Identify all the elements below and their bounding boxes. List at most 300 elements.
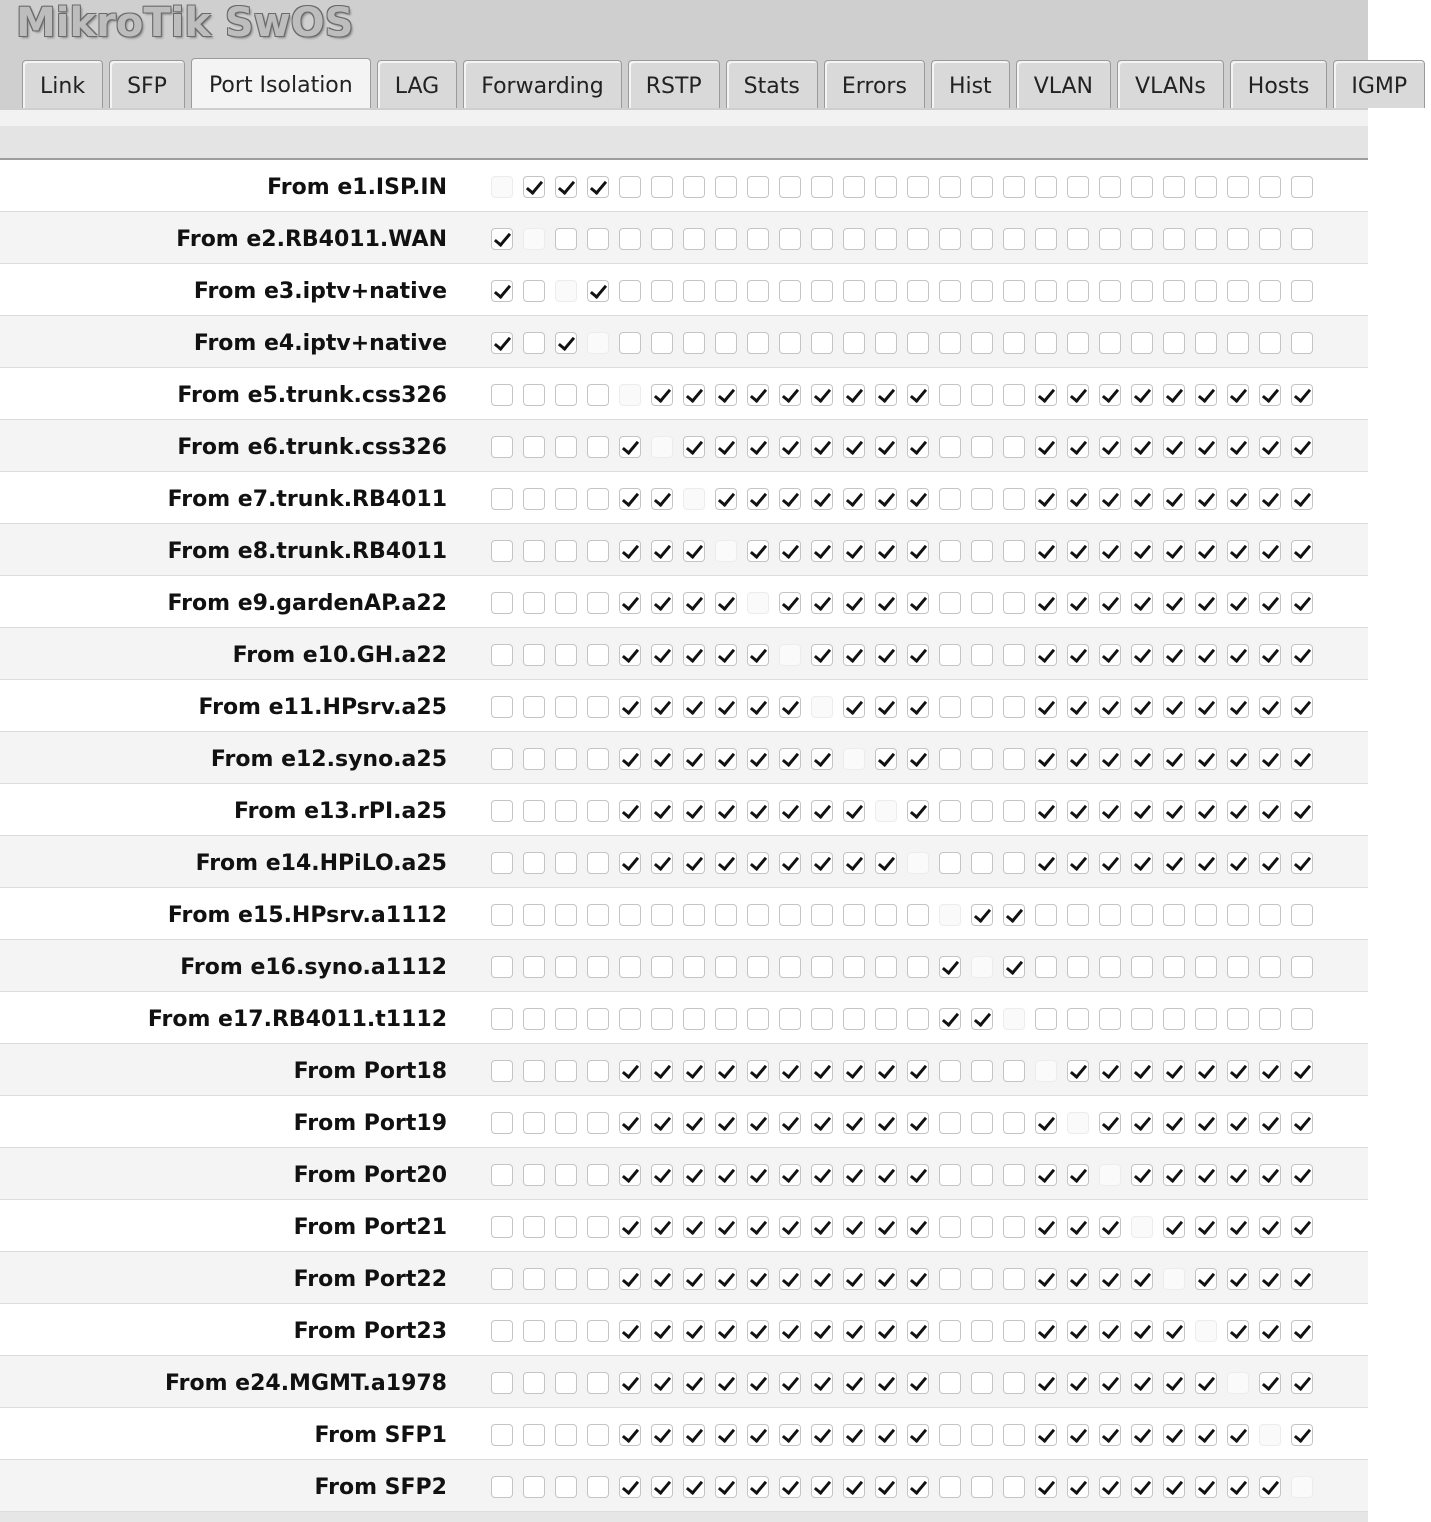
port-25-checkbox[interactable] [1259,228,1281,250]
port-23-checkbox[interactable] [1195,956,1217,978]
port-21-checkbox[interactable] [1131,384,1153,406]
port-21-checkbox[interactable] [1131,696,1153,718]
port-17-checkbox[interactable] [1003,436,1025,458]
port-18-checkbox[interactable] [1035,1268,1057,1290]
port-16-checkbox[interactable] [971,800,993,822]
port-13-checkbox[interactable] [875,1008,897,1030]
port-17-checkbox[interactable] [1003,332,1025,354]
port-1-checkbox[interactable] [491,800,513,822]
port-17-checkbox[interactable] [1003,384,1025,406]
port-14-checkbox[interactable] [907,1320,929,1342]
port-7-checkbox[interactable] [683,540,705,562]
port-2-checkbox[interactable] [523,852,545,874]
port-20-checkbox[interactable] [1099,1320,1121,1342]
port-23-checkbox[interactable] [1195,280,1217,302]
port-7-checkbox[interactable] [683,1372,705,1394]
port-25-checkbox[interactable] [1259,1164,1281,1186]
port-5-checkbox[interactable] [619,488,641,510]
port-14-checkbox[interactable] [907,1164,929,1186]
port-17-checkbox[interactable] [1003,800,1025,822]
port-19-checkbox[interactable] [1067,956,1089,978]
port-12-checkbox[interactable] [843,1112,865,1134]
port-20-checkbox[interactable] [1099,1008,1121,1030]
port-1-checkbox[interactable] [491,540,513,562]
port-2-checkbox[interactable] [523,904,545,926]
port-26-checkbox[interactable] [1291,904,1313,926]
port-8-checkbox[interactable] [715,384,737,406]
port-23-checkbox[interactable] [1195,228,1217,250]
port-24-checkbox[interactable] [1227,280,1249,302]
port-3-checkbox[interactable] [555,748,577,770]
port-25-checkbox[interactable] [1259,488,1281,510]
port-6-checkbox[interactable] [651,1424,673,1446]
port-20-checkbox[interactable] [1099,904,1121,926]
port-13-checkbox[interactable] [875,852,897,874]
port-23-checkbox[interactable] [1195,852,1217,874]
port-6-checkbox[interactable] [651,1268,673,1290]
port-3-checkbox[interactable] [555,1164,577,1186]
port-17-checkbox[interactable] [1003,696,1025,718]
port-4-checkbox[interactable] [587,1060,609,1082]
port-24-checkbox[interactable] [1227,1060,1249,1082]
port-23-checkbox[interactable] [1195,1372,1217,1394]
port-13-checkbox[interactable] [875,956,897,978]
port-15-checkbox[interactable] [939,1112,961,1134]
port-18-checkbox[interactable] [1035,1424,1057,1446]
port-26-checkbox[interactable] [1291,644,1313,666]
port-26-checkbox[interactable] [1291,228,1313,250]
port-25-checkbox[interactable] [1259,956,1281,978]
port-6-checkbox[interactable] [651,800,673,822]
port-6-checkbox[interactable] [651,332,673,354]
port-15-checkbox[interactable] [939,1320,961,1342]
port-9-checkbox[interactable] [747,1112,769,1134]
port-10-checkbox[interactable] [779,1164,801,1186]
port-24-checkbox[interactable] [1227,436,1249,458]
port-2-checkbox[interactable] [523,1424,545,1446]
port-10-checkbox[interactable] [779,1424,801,1446]
port-3-checkbox[interactable] [555,1424,577,1446]
port-23-checkbox[interactable] [1195,1060,1217,1082]
port-7-checkbox[interactable] [683,436,705,458]
port-19-checkbox[interactable] [1067,228,1089,250]
port-1-checkbox[interactable] [491,488,513,510]
port-24-checkbox[interactable] [1227,904,1249,926]
port-9-checkbox[interactable] [747,1372,769,1394]
port-16-checkbox[interactable] [971,436,993,458]
port-13-checkbox[interactable] [875,1112,897,1134]
port-7-checkbox[interactable] [683,592,705,614]
port-18-checkbox[interactable] [1035,592,1057,614]
port-7-checkbox[interactable] [683,228,705,250]
port-18-checkbox[interactable] [1035,748,1057,770]
port-4-checkbox[interactable] [587,540,609,562]
port-22-checkbox[interactable] [1163,1424,1185,1446]
port-13-checkbox[interactable] [875,488,897,510]
port-10-checkbox[interactable] [779,1216,801,1238]
port-19-checkbox[interactable] [1067,488,1089,510]
port-22-checkbox[interactable] [1163,228,1185,250]
port-10-checkbox[interactable] [779,696,801,718]
port-13-checkbox[interactable] [875,384,897,406]
port-12-checkbox[interactable] [843,1320,865,1342]
port-14-checkbox[interactable] [907,384,929,406]
port-8-checkbox[interactable] [715,1060,737,1082]
port-20-checkbox[interactable] [1099,1112,1121,1134]
port-11-checkbox[interactable] [811,332,833,354]
port-22-checkbox[interactable] [1163,488,1185,510]
port-21-checkbox[interactable] [1131,1268,1153,1290]
port-24-checkbox[interactable] [1227,592,1249,614]
port-13-checkbox[interactable] [875,904,897,926]
port-1-checkbox[interactable] [491,1476,513,1498]
port-9-checkbox[interactable] [747,280,769,302]
port-8-checkbox[interactable] [715,748,737,770]
port-4-checkbox[interactable] [587,1268,609,1290]
port-22-checkbox[interactable] [1163,176,1185,198]
port-17-checkbox[interactable] [1003,1424,1025,1446]
port-15-checkbox[interactable] [939,800,961,822]
port-24-checkbox[interactable] [1227,800,1249,822]
port-5-checkbox[interactable] [619,228,641,250]
port-15-checkbox[interactable] [939,956,961,978]
port-17-checkbox[interactable] [1003,956,1025,978]
port-14-checkbox[interactable] [907,436,929,458]
port-19-checkbox[interactable] [1067,176,1089,198]
port-20-checkbox[interactable] [1099,592,1121,614]
port-4-checkbox[interactable] [587,1372,609,1394]
port-18-checkbox[interactable] [1035,1164,1057,1186]
port-6-checkbox[interactable] [651,540,673,562]
port-11-checkbox[interactable] [811,904,833,926]
port-23-checkbox[interactable] [1195,644,1217,666]
port-8-checkbox[interactable] [715,696,737,718]
port-6-checkbox[interactable] [651,228,673,250]
port-4-checkbox[interactable] [587,436,609,458]
tab-link[interactable]: Link [22,60,103,108]
port-10-checkbox[interactable] [779,592,801,614]
port-21-checkbox[interactable] [1131,904,1153,926]
port-15-checkbox[interactable] [939,1008,961,1030]
port-9-checkbox[interactable] [747,696,769,718]
port-14-checkbox[interactable] [907,540,929,562]
port-20-checkbox[interactable] [1099,956,1121,978]
port-16-checkbox[interactable] [971,1320,993,1342]
port-24-checkbox[interactable] [1227,488,1249,510]
port-23-checkbox[interactable] [1195,488,1217,510]
port-7-checkbox[interactable] [683,748,705,770]
port-9-checkbox[interactable] [747,1164,769,1186]
port-5-checkbox[interactable] [619,436,641,458]
port-16-checkbox[interactable] [971,1216,993,1238]
port-16-checkbox[interactable] [971,592,993,614]
port-13-checkbox[interactable] [875,1216,897,1238]
port-11-checkbox[interactable] [811,540,833,562]
port-26-checkbox[interactable] [1291,748,1313,770]
port-3-checkbox[interactable] [555,1268,577,1290]
port-22-checkbox[interactable] [1163,332,1185,354]
port-22-checkbox[interactable] [1163,436,1185,458]
port-10-checkbox[interactable] [779,1008,801,1030]
port-3-checkbox[interactable] [555,800,577,822]
port-17-checkbox[interactable] [1003,1060,1025,1082]
port-22-checkbox[interactable] [1163,1112,1185,1134]
port-10-checkbox[interactable] [779,1060,801,1082]
port-12-checkbox[interactable] [843,176,865,198]
port-11-checkbox[interactable] [811,1112,833,1134]
port-4-checkbox[interactable] [587,488,609,510]
port-2-checkbox[interactable] [523,384,545,406]
port-1-checkbox[interactable] [491,1112,513,1134]
port-20-checkbox[interactable] [1099,696,1121,718]
port-24-checkbox[interactable] [1227,748,1249,770]
port-13-checkbox[interactable] [875,1268,897,1290]
port-22-checkbox[interactable] [1163,592,1185,614]
port-13-checkbox[interactable] [875,540,897,562]
port-24-checkbox[interactable] [1227,540,1249,562]
port-12-checkbox[interactable] [843,696,865,718]
port-13-checkbox[interactable] [875,1476,897,1498]
port-1-checkbox[interactable] [491,1372,513,1394]
port-18-checkbox[interactable] [1035,904,1057,926]
port-2-checkbox[interactable] [523,176,545,198]
port-2-checkbox[interactable] [523,644,545,666]
port-12-checkbox[interactable] [843,1008,865,1030]
port-24-checkbox[interactable] [1227,1476,1249,1498]
port-11-checkbox[interactable] [811,852,833,874]
port-11-checkbox[interactable] [811,280,833,302]
port-18-checkbox[interactable] [1035,1216,1057,1238]
port-5-checkbox[interactable] [619,1424,641,1446]
port-4-checkbox[interactable] [587,904,609,926]
port-17-checkbox[interactable] [1003,1320,1025,1342]
port-25-checkbox[interactable] [1259,592,1281,614]
port-9-checkbox[interactable] [747,1476,769,1498]
port-12-checkbox[interactable] [843,1268,865,1290]
port-1-checkbox[interactable] [491,332,513,354]
port-6-checkbox[interactable] [651,384,673,406]
port-17-checkbox[interactable] [1003,1216,1025,1238]
port-22-checkbox[interactable] [1163,1216,1185,1238]
port-4-checkbox[interactable] [587,1008,609,1030]
port-7-checkbox[interactable] [683,1320,705,1342]
port-23-checkbox[interactable] [1195,748,1217,770]
port-3-checkbox[interactable] [555,1216,577,1238]
port-22-checkbox[interactable] [1163,852,1185,874]
port-3-checkbox[interactable] [555,1476,577,1498]
port-12-checkbox[interactable] [843,1372,865,1394]
port-18-checkbox[interactable] [1035,176,1057,198]
port-21-checkbox[interactable] [1131,1320,1153,1342]
port-16-checkbox[interactable] [971,384,993,406]
port-17-checkbox[interactable] [1003,904,1025,926]
port-17-checkbox[interactable] [1003,228,1025,250]
port-3-checkbox[interactable] [555,176,577,198]
port-17-checkbox[interactable] [1003,1268,1025,1290]
port-25-checkbox[interactable] [1259,644,1281,666]
port-23-checkbox[interactable] [1195,1216,1217,1238]
port-5-checkbox[interactable] [619,1476,641,1498]
port-11-checkbox[interactable] [811,1424,833,1446]
port-15-checkbox[interactable] [939,1424,961,1446]
port-19-checkbox[interactable] [1067,592,1089,614]
port-9-checkbox[interactable] [747,800,769,822]
port-24-checkbox[interactable] [1227,228,1249,250]
port-15-checkbox[interactable] [939,1268,961,1290]
port-5-checkbox[interactable] [619,1320,641,1342]
tab-forwarding[interactable]: Forwarding [463,60,622,108]
port-22-checkbox[interactable] [1163,1320,1185,1342]
port-16-checkbox[interactable] [971,280,993,302]
port-5-checkbox[interactable] [619,592,641,614]
port-7-checkbox[interactable] [683,1476,705,1498]
port-24-checkbox[interactable] [1227,1112,1249,1134]
port-15-checkbox[interactable] [939,228,961,250]
port-23-checkbox[interactable] [1195,384,1217,406]
port-3-checkbox[interactable] [555,384,577,406]
port-25-checkbox[interactable] [1259,852,1281,874]
port-11-checkbox[interactable] [811,644,833,666]
port-20-checkbox[interactable] [1099,644,1121,666]
port-1-checkbox[interactable] [491,1060,513,1082]
port-2-checkbox[interactable] [523,696,545,718]
port-19-checkbox[interactable] [1067,1216,1089,1238]
port-15-checkbox[interactable] [939,436,961,458]
port-5-checkbox[interactable] [619,176,641,198]
port-23-checkbox[interactable] [1195,904,1217,926]
port-8-checkbox[interactable] [715,280,737,302]
port-17-checkbox[interactable] [1003,1372,1025,1394]
port-19-checkbox[interactable] [1067,332,1089,354]
port-4-checkbox[interactable] [587,1216,609,1238]
port-8-checkbox[interactable] [715,1164,737,1186]
tab-igmp[interactable]: IGMP [1333,60,1425,108]
port-18-checkbox[interactable] [1035,1008,1057,1030]
port-12-checkbox[interactable] [843,904,865,926]
port-11-checkbox[interactable] [811,800,833,822]
port-2-checkbox[interactable] [523,800,545,822]
port-26-checkbox[interactable] [1291,1372,1313,1394]
port-19-checkbox[interactable] [1067,436,1089,458]
port-19-checkbox[interactable] [1067,852,1089,874]
port-14-checkbox[interactable] [907,280,929,302]
port-8-checkbox[interactable] [715,904,737,926]
port-1-checkbox[interactable] [491,748,513,770]
port-22-checkbox[interactable] [1163,956,1185,978]
port-3-checkbox[interactable] [555,592,577,614]
port-12-checkbox[interactable] [843,332,865,354]
port-10-checkbox[interactable] [779,488,801,510]
port-22-checkbox[interactable] [1163,1164,1185,1186]
port-24-checkbox[interactable] [1227,1164,1249,1186]
port-23-checkbox[interactable] [1195,592,1217,614]
port-12-checkbox[interactable] [843,228,865,250]
port-26-checkbox[interactable] [1291,280,1313,302]
port-11-checkbox[interactable] [811,1216,833,1238]
port-9-checkbox[interactable] [747,436,769,458]
port-22-checkbox[interactable] [1163,1060,1185,1082]
port-13-checkbox[interactable] [875,592,897,614]
port-25-checkbox[interactable] [1259,384,1281,406]
port-18-checkbox[interactable] [1035,852,1057,874]
port-2-checkbox[interactable] [523,748,545,770]
port-7-checkbox[interactable] [683,1268,705,1290]
port-3-checkbox[interactable] [555,1320,577,1342]
port-5-checkbox[interactable] [619,956,641,978]
port-26-checkbox[interactable] [1291,696,1313,718]
port-19-checkbox[interactable] [1067,280,1089,302]
port-6-checkbox[interactable] [651,1476,673,1498]
port-10-checkbox[interactable] [779,1112,801,1134]
port-9-checkbox[interactable] [747,1008,769,1030]
port-26-checkbox[interactable] [1291,1112,1313,1134]
port-19-checkbox[interactable] [1067,1476,1089,1498]
port-2-checkbox[interactable] [523,1372,545,1394]
port-16-checkbox[interactable] [971,644,993,666]
port-15-checkbox[interactable] [939,644,961,666]
port-18-checkbox[interactable] [1035,384,1057,406]
port-14-checkbox[interactable] [907,696,929,718]
port-19-checkbox[interactable] [1067,644,1089,666]
port-16-checkbox[interactable] [971,1060,993,1082]
port-13-checkbox[interactable] [875,644,897,666]
port-12-checkbox[interactable] [843,1424,865,1446]
port-11-checkbox[interactable] [811,436,833,458]
port-23-checkbox[interactable] [1195,1476,1217,1498]
port-9-checkbox[interactable] [747,1216,769,1238]
port-20-checkbox[interactable] [1099,748,1121,770]
port-25-checkbox[interactable] [1259,1216,1281,1238]
port-20-checkbox[interactable] [1099,332,1121,354]
port-4-checkbox[interactable] [587,852,609,874]
port-7-checkbox[interactable] [683,1424,705,1446]
port-7-checkbox[interactable] [683,1008,705,1030]
port-15-checkbox[interactable] [939,176,961,198]
port-19-checkbox[interactable] [1067,1268,1089,1290]
port-3-checkbox[interactable] [555,1008,577,1030]
port-4-checkbox[interactable] [587,228,609,250]
port-21-checkbox[interactable] [1131,1112,1153,1134]
port-12-checkbox[interactable] [843,644,865,666]
port-2-checkbox[interactable] [523,1008,545,1030]
port-23-checkbox[interactable] [1195,1164,1217,1186]
port-19-checkbox[interactable] [1067,1164,1089,1186]
port-16-checkbox[interactable] [971,748,993,770]
port-15-checkbox[interactable] [939,280,961,302]
port-19-checkbox[interactable] [1067,1372,1089,1394]
port-8-checkbox[interactable] [715,1320,737,1342]
port-9-checkbox[interactable] [747,1060,769,1082]
port-8-checkbox[interactable] [715,488,737,510]
port-12-checkbox[interactable] [843,488,865,510]
port-4-checkbox[interactable] [587,384,609,406]
port-6-checkbox[interactable] [651,644,673,666]
port-23-checkbox[interactable] [1195,540,1217,562]
port-6-checkbox[interactable] [651,592,673,614]
port-2-checkbox[interactable] [523,1320,545,1342]
port-25-checkbox[interactable] [1259,1008,1281,1030]
port-22-checkbox[interactable] [1163,384,1185,406]
port-22-checkbox[interactable] [1163,1372,1185,1394]
port-20-checkbox[interactable] [1099,1060,1121,1082]
port-26-checkbox[interactable] [1291,1216,1313,1238]
port-18-checkbox[interactable] [1035,1320,1057,1342]
port-8-checkbox[interactable] [715,1216,737,1238]
tab-rstp[interactable]: RSTP [628,60,720,108]
port-16-checkbox[interactable] [971,488,993,510]
port-25-checkbox[interactable] [1259,332,1281,354]
port-14-checkbox[interactable] [907,1060,929,1082]
